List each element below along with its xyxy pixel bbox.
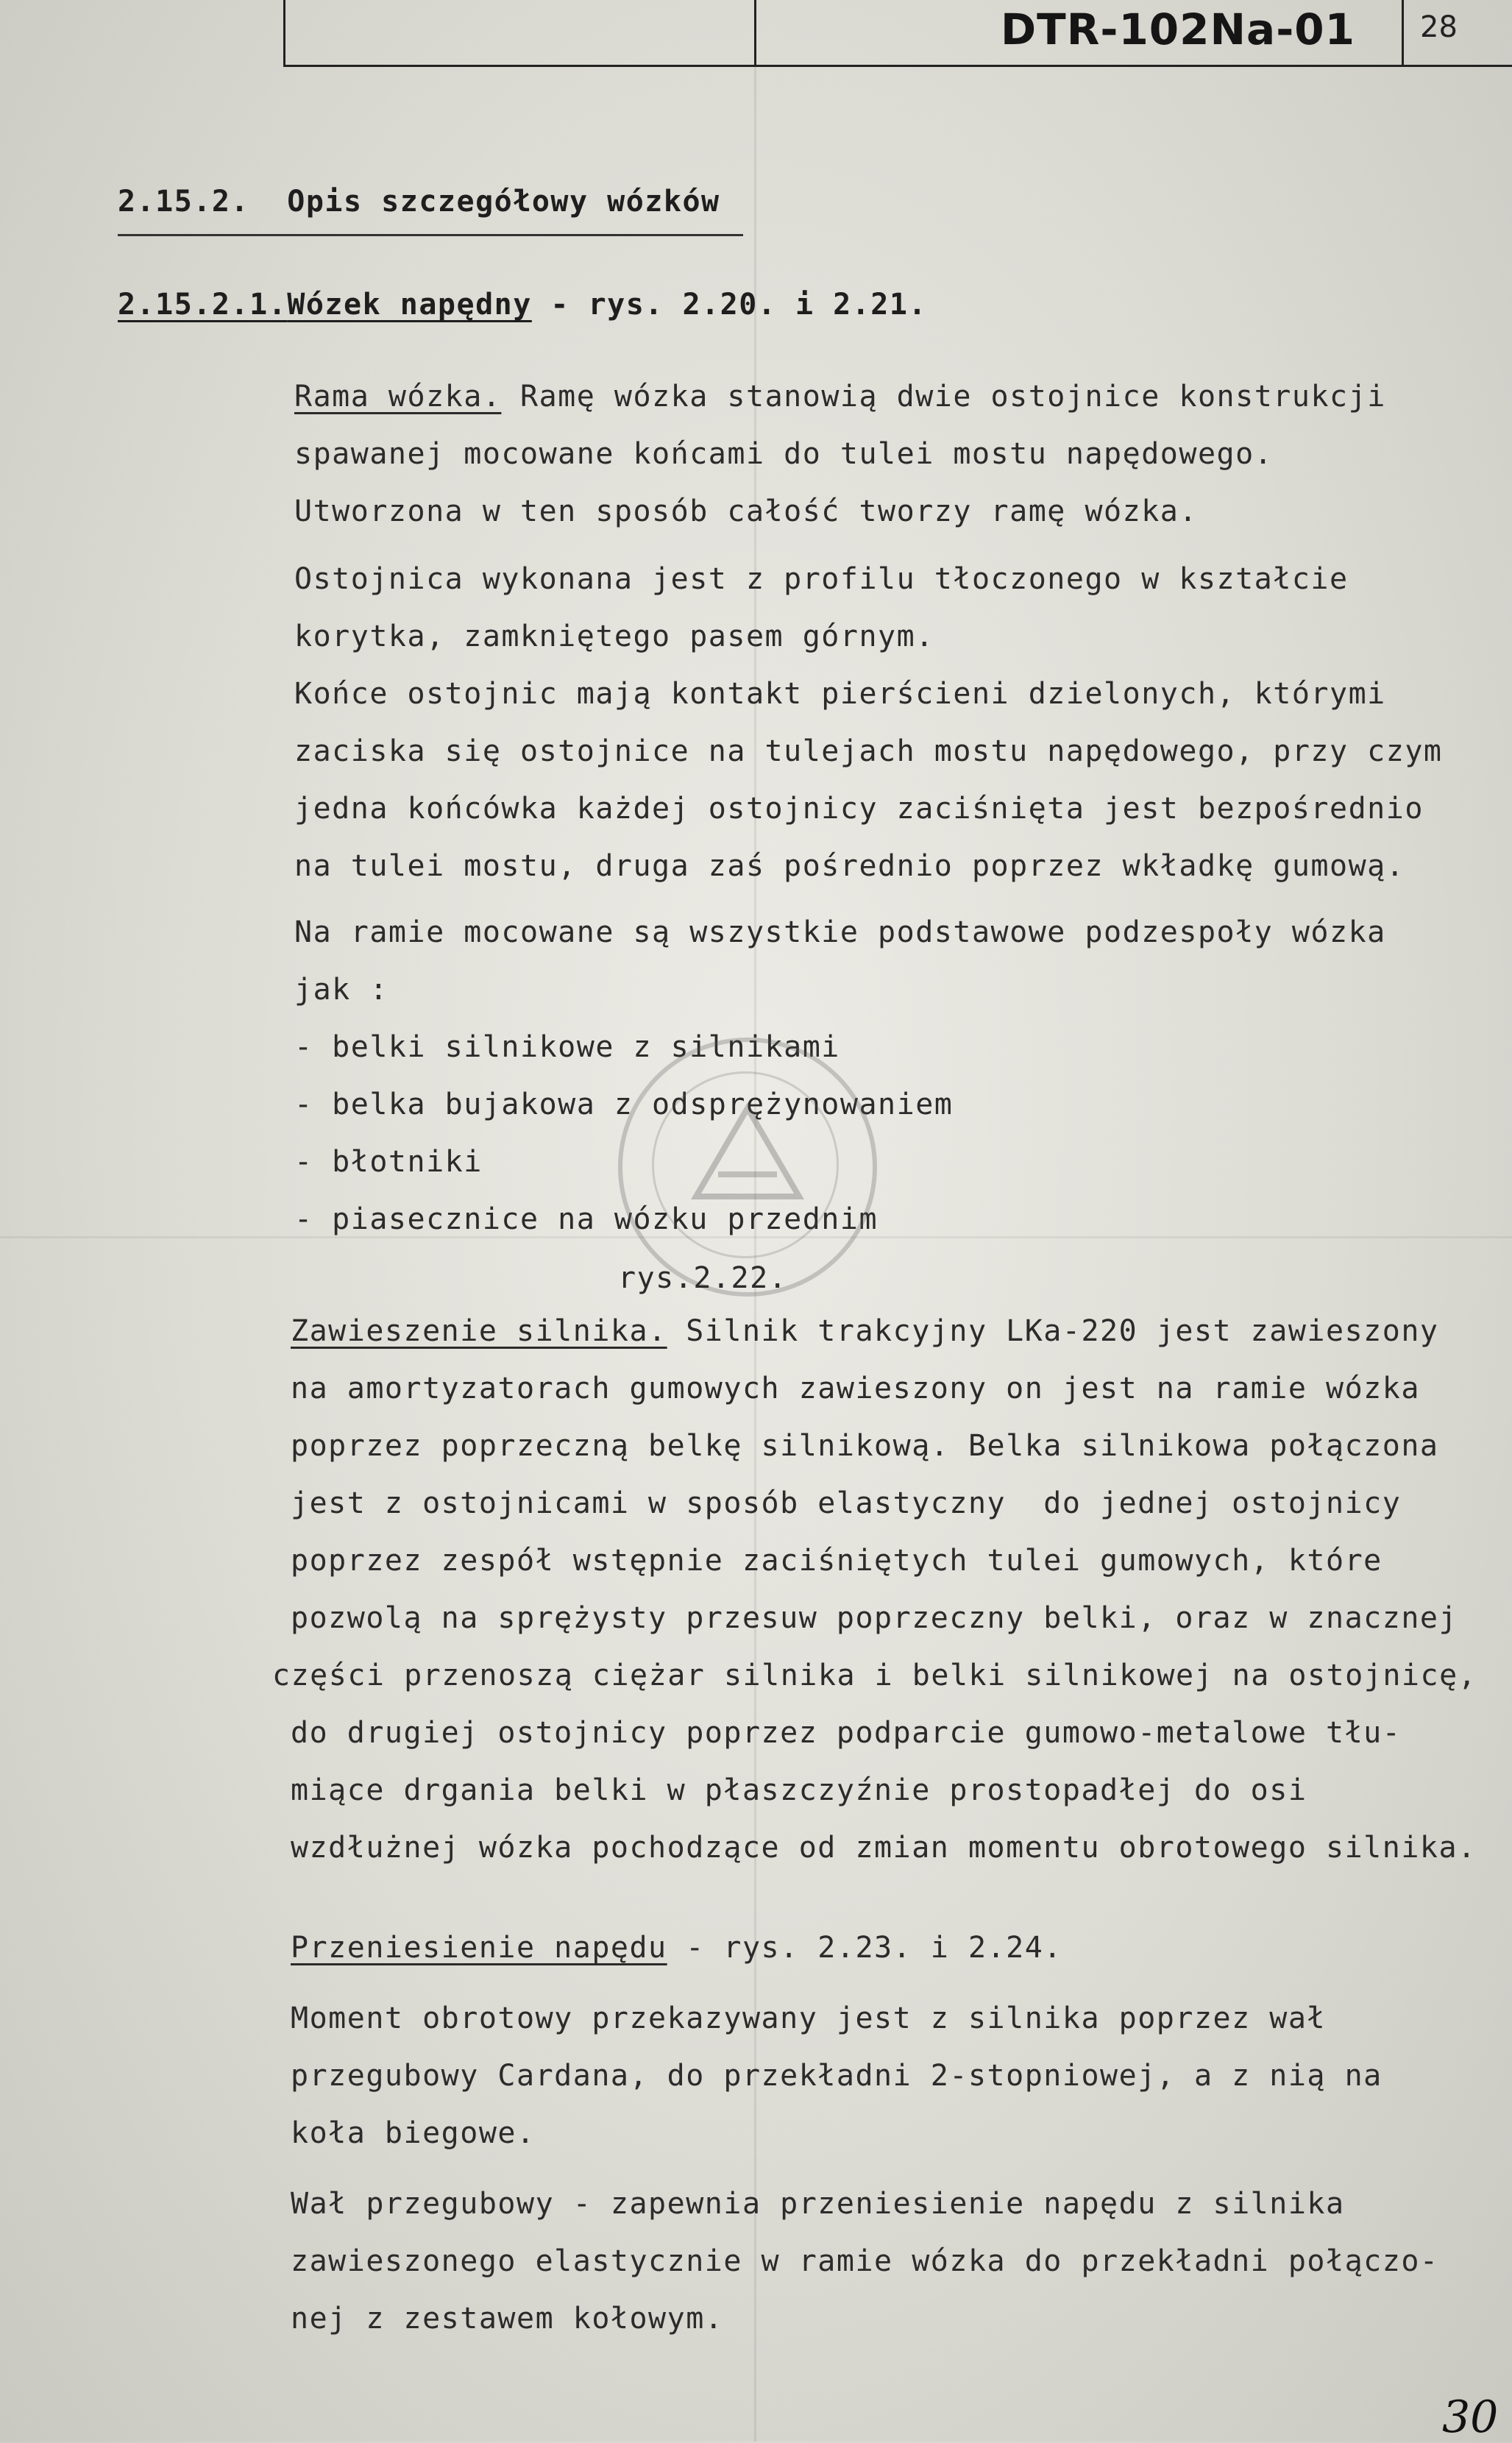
frame-line: Końce ostojnic mają kontakt pierścieni dzielonych, którymi bbox=[294, 677, 1386, 711]
suspension-line: na amortyzatorach gumowych zawieszony on jest na ramie wózka bbox=[291, 1372, 1420, 1405]
frame-label: Rama wózka. bbox=[294, 380, 502, 414]
suspension-line: pozwolą na sprężysty przesuw poprzeczny belki, oraz w znacznej bbox=[291, 1601, 1458, 1635]
suspension-line: części przenoszą ciężar silnika i belki silnikowej na ostojnicę, bbox=[272, 1659, 1477, 1692]
frame-line: Utworzona w ten sposób całość tworzy ramę wózka. bbox=[294, 494, 1198, 528]
paragraph-line bbox=[291, 1919, 1062, 1976]
transmission-line: koła biegowe. bbox=[291, 2116, 536, 2150]
frame-line: korytka, zamkniętego pasem górnym. bbox=[294, 620, 934, 653]
header-divider bbox=[1402, 0, 1404, 65]
header-divider bbox=[283, 0, 285, 65]
stamp-emblem-icon bbox=[674, 1086, 821, 1233]
frame-line: jak : bbox=[294, 973, 388, 1007]
list-item: - błotniki bbox=[294, 1145, 483, 1179]
document-code: DTR-102Na-01 bbox=[1001, 4, 1355, 54]
transmission-line: Moment obrotowy przekazywany jest z silnika poprzez wał bbox=[291, 2001, 1327, 2035]
suspension-line: Silnik trakcyjny LKa-220 jest zawieszony bbox=[667, 1314, 1439, 1348]
transmission-line: przegubowy Cardana, do przekładni 2-stopniowej, a z nią na bbox=[291, 2059, 1383, 2093]
header-divider bbox=[754, 0, 756, 65]
suspension-line: jest z ostojnicami w sposób elastyczny do jednej ostojnicy bbox=[291, 1486, 1402, 1520]
list-item: - belka bujakowa z odsprężynowaniem bbox=[294, 1088, 954, 1121]
subsection-heading bbox=[118, 276, 927, 333]
list-item: - belki silnikowe z silnikami bbox=[294, 1030, 840, 1064]
suspension-label: Zawieszenie silnika. bbox=[291, 1314, 667, 1348]
suspension-line: miące drgania belki w płaszczyźnie prostopadłej do osi bbox=[291, 1773, 1307, 1807]
frame-line: spawanej mocowane końcami do tulei mostu napędowego. bbox=[294, 437, 1274, 471]
list-item: - piasecznice na wózku przednim bbox=[294, 1202, 879, 1236]
suspension-line: poprzez poprzeczną belkę silnikową. Belka silnikowa połączona bbox=[291, 1429, 1439, 1463]
transmission-line: nej z zestawem kołowym. bbox=[291, 2302, 724, 2336]
frame-line: Na ramie mocowane są wszystkie podstawowe podzespoły wózka bbox=[294, 915, 1386, 949]
subsection-number: 2.15.2.1. bbox=[118, 288, 288, 322]
suspension-line: do drugiej ostojnicy poprzez podparcie gumowo-metalowe tłu- bbox=[291, 1716, 1402, 1750]
frame-line: Ostojnica wykonana jest z profilu tłoczonego w kształcie bbox=[294, 562, 1349, 596]
heading-rule bbox=[118, 234, 743, 236]
frame-line: Ramę wózka stanowią dwie ostojnice konstrukcji bbox=[520, 380, 1386, 414]
transmission-line: zawieszonego elastycznie w ramie wózka do przekładni połączo- bbox=[291, 2244, 1439, 2278]
transmission-label: Przeniesienie napędu bbox=[291, 1931, 667, 1965]
suspension-line: wzdłużnej wózka pochodzące od zmian momentu obrotowego silnika. bbox=[291, 1831, 1477, 1865]
frame-line: jedna końcówka każdej ostojnicy zaciśnięta jest bezpośrednio bbox=[294, 792, 1424, 826]
paragraph-line bbox=[294, 368, 1386, 425]
figure-ref: rys.2.22. bbox=[618, 1261, 788, 1295]
frame-line: zaciska się ostojnice na tulejach mostu napędowego, przy czym bbox=[294, 734, 1443, 768]
section-number: 2.15.2. bbox=[118, 185, 250, 219]
section-title: Opis szczegółowy wózków bbox=[287, 185, 720, 219]
handwritten-number: 30 bbox=[1442, 2391, 1499, 2443]
transmission-line: Wał przegubowy - zapewnia przeniesienie napędu z silnika bbox=[291, 2187, 1345, 2221]
subsection-title: Wózek napędny bbox=[287, 288, 532, 322]
suspension-line: poprzez zespół wstępnie zaciśniętych tulei gumowych, które bbox=[291, 1544, 1383, 1578]
section-heading bbox=[118, 173, 720, 230]
paragraph-line bbox=[291, 1302, 1439, 1360]
subsection-ref: - rys. 2.20. i 2.21. bbox=[531, 288, 928, 322]
page-number: 28 bbox=[1420, 10, 1458, 44]
transmission-ref: - rys. 2.23. i 2.24. bbox=[667, 1931, 1062, 1965]
frame-line: na tulei mostu, druga zaś pośrednio poprzez wkładkę gumową. bbox=[294, 849, 1405, 883]
